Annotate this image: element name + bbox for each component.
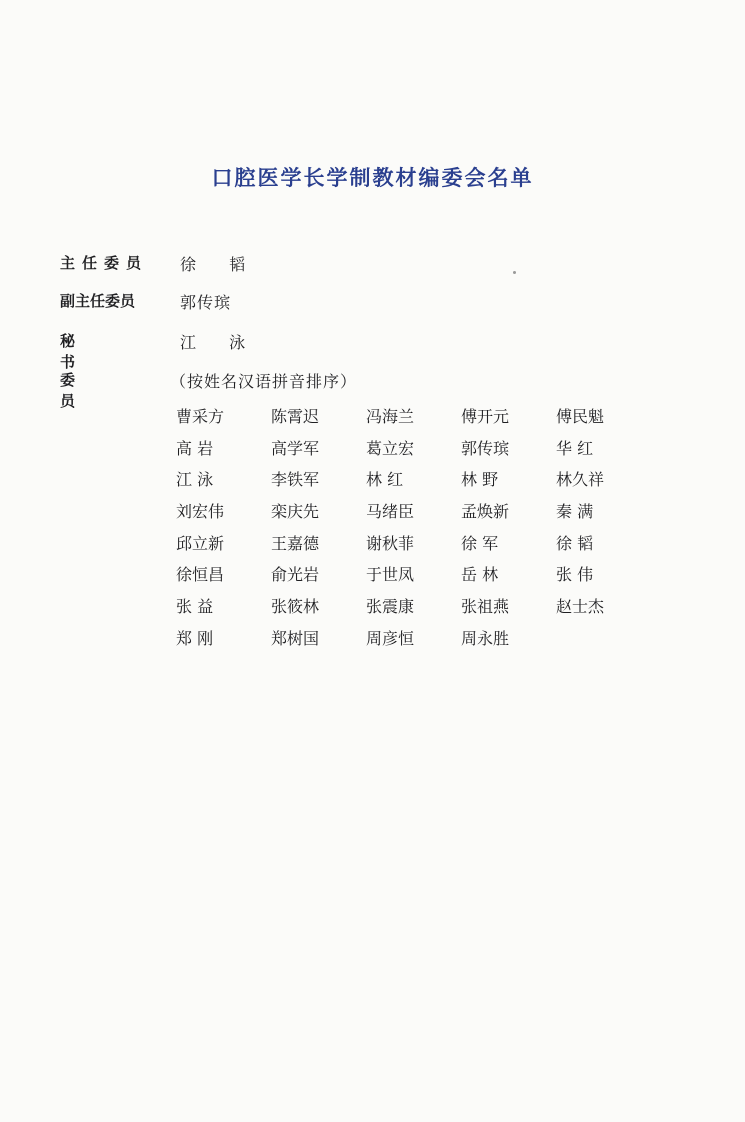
list-item: 栾庆先 (271, 502, 320, 522)
list-item: 葛立宏 (366, 438, 415, 458)
list-item: 华 红 (556, 438, 594, 458)
role-value-vice-chair: 郭传瑸 (180, 293, 232, 312)
list-item: 张 伟 (556, 565, 594, 585)
scan-speck (513, 271, 516, 274)
list-item: 张震康 (366, 597, 415, 617)
list-item: 于世凤 (366, 565, 415, 585)
list-item: 谢秋菲 (366, 533, 415, 553)
list-item: 刘宏伟 (176, 502, 225, 522)
list-item: 林 红 (366, 470, 404, 490)
list-item: 张祖燕 (461, 597, 510, 617)
list-item: 高 岩 (176, 438, 214, 458)
list-item: 傅民魁 (556, 407, 605, 426)
list-item: 徐恒昌 (176, 565, 225, 585)
list-item: 张筱林 (271, 597, 320, 617)
list-item: 周彦恒 (366, 628, 415, 648)
list-item: 李铁军 (271, 470, 320, 490)
list-item: 林 野 (461, 470, 499, 490)
list-item: 江 泳 (176, 470, 214, 490)
list-item: 徐 韬 (556, 533, 594, 553)
list-item: 徐 军 (461, 533, 499, 553)
list-item: 冯海兰 (366, 407, 415, 426)
list-item: 高学军 (271, 438, 320, 458)
role-label-members: 委 员 (60, 371, 76, 410)
list-item: 陈霄迟 (271, 407, 320, 426)
list-item: 郑树国 (271, 628, 320, 648)
list-item: 赵士杰 (556, 597, 605, 617)
role-label-secretary: 秘 书 (60, 332, 76, 371)
list-item: 曹采方 (176, 407, 225, 426)
role-value-secretary: 江 泳 (180, 333, 260, 352)
role-value-members-note: （按姓名汉语拼音排序） (170, 372, 358, 391)
list-item: 傅开元 (461, 407, 510, 426)
member-list (176, 404, 651, 658)
role-value-chair: 徐 韬 (180, 255, 260, 274)
role-label-vice-chair: 副主任委员 (60, 292, 136, 310)
role-label-chair: 主任委员 (60, 254, 149, 272)
list-item: 郭传瑸 (461, 438, 510, 458)
list-item: 马绪臣 (366, 502, 415, 522)
list-item: 孟焕新 (461, 502, 510, 522)
list-item: 林久祥 (556, 470, 605, 490)
page-title: 口腔医学长学制教材编委会名单 (211, 166, 534, 190)
list-item: 周永胜 (461, 628, 510, 648)
list-item: 王嘉德 (271, 533, 320, 553)
list-item: 郑 刚 (176, 628, 214, 648)
list-item: 邱立新 (176, 533, 225, 553)
list-item: 秦 满 (556, 502, 594, 522)
list-item: 俞光岩 (271, 565, 320, 585)
list-item: 张 益 (176, 597, 214, 617)
list-item: 岳 林 (461, 565, 499, 585)
